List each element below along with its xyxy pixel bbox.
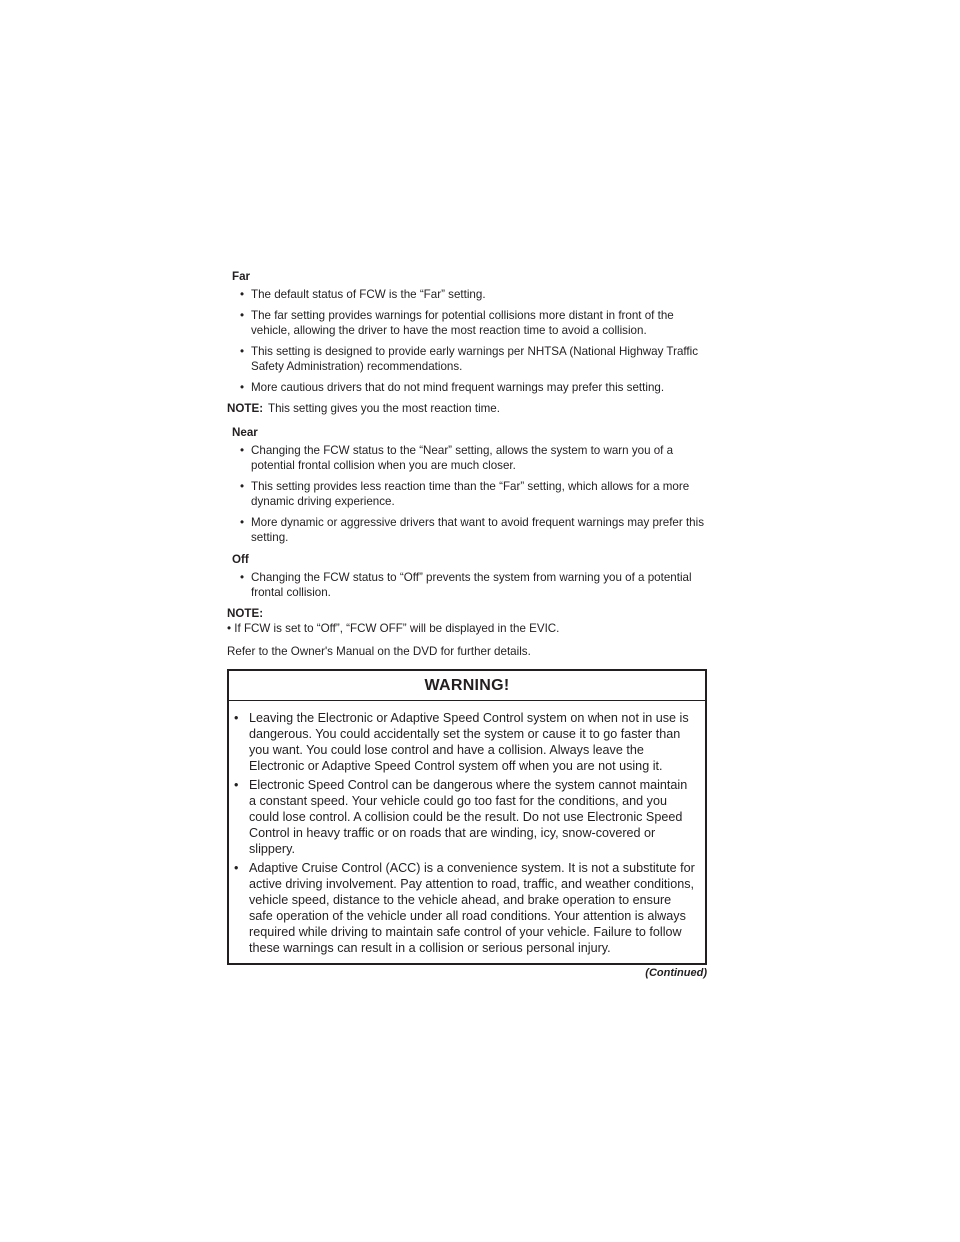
manual-page-content: [227, 268, 707, 980]
warning-bullet: • Adaptive Cruise Control (ACC) is a convenience system. It is not a substitute for active driving involvement. Pay attention to road, traffic, and weather conditions, vehicle speed, distance to the vehicle ahead, and brake operation to ensure safe operation of the vehicle under all road conditions. Your attention is always required while driving to maintain safe control of your vehicle. Failure to follow these warnings can result in a collision or serious personal injury.: [229, 860, 697, 956]
off-bullet: • Changing the FCW status to “Off” prevents the system from warning you of a potential frontal collision.: [227, 570, 707, 600]
near-bullet: • This setting provides less reaction time than the “Far” setting, which allows for a more dynamic driving experience.: [227, 479, 707, 509]
far-bullet: • More cautious drivers that do not mind frequent warnings may prefer this setting.: [227, 380, 707, 395]
off-heading: Off: [232, 553, 249, 566]
far-bullet: • The far setting provides warnings for potential collisions more distant in front of the vehicle, allowing the driver to have the most reaction time to avoid a collision.: [227, 308, 707, 338]
far-bullet-list: [227, 287, 707, 395]
note-fcw-off: [227, 606, 707, 636]
warning-bullet: • Electronic Speed Control can be dangerous where the system cannot maintain a constant speed. Your vehicle could go too fast for the conditions, and you could lose control. A collision could be the result. Do not use Electronic Speed Control in heavy traffic or on roads that are winding, icy, snow-covered or slippery.: [229, 777, 697, 857]
note-label: NOTE:: [227, 607, 264, 620]
refer-text: Refer to the Owner's Manual on the DVD for further details.: [227, 645, 531, 658]
note-reaction-time: [227, 401, 707, 416]
continued-label: (Continued): [645, 967, 707, 979]
near-heading: Near: [232, 426, 258, 439]
warning-bullet-list: [229, 701, 705, 963]
note-text: This setting gives you the most reaction time.: [268, 402, 500, 415]
far-bullet: • The default status of FCW is the “Far” setting.: [227, 287, 707, 302]
off-bullet-list: [227, 570, 707, 600]
note-label: NOTE:: [227, 402, 264, 415]
warning-bullet: • Leaving the Electronic or Adaptive Speed Control system on when not in use is dangerous. You could accidentally set the system or cause it to go faster than you want. You could lose control and have a collision. Always leave the Electronic or Adaptive Speed Control system off when you are not using it.: [229, 710, 697, 774]
warning-box: [227, 669, 707, 965]
near-bullet: • Changing the FCW status to the “Near” setting, allows the system to warn you of a potential frontal collision when you are much closer.: [227, 443, 707, 473]
far-bullet: • This setting is designed to provide early warnings per NHTSA (National Highway Traffic Safety Administration) recommendations.: [227, 344, 707, 374]
warning-title: WARNING!: [229, 671, 705, 701]
near-bullet-list: [227, 443, 707, 545]
far-heading: Far: [232, 270, 251, 283]
note-bullet: • If FCW is set to “Off”, “FCW OFF” will be displayed in the EVIC.: [227, 622, 560, 635]
near-bullet: • More dynamic or aggressive drivers that want to avoid frequent warnings may prefer this setting.: [227, 515, 707, 545]
